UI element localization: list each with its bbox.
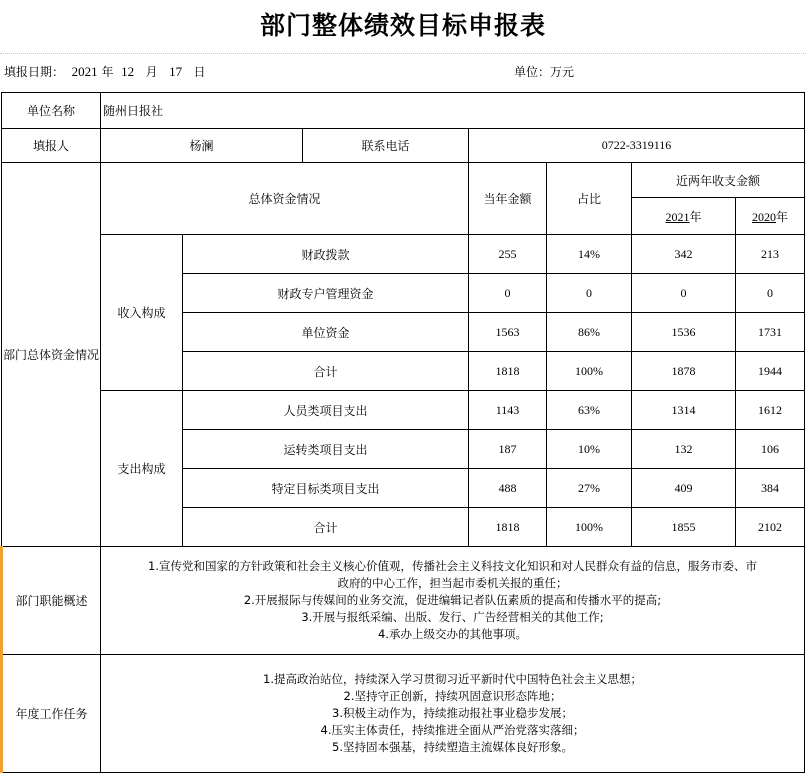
expense-name: 特定目标类项目支出 [183, 469, 469, 508]
expense-2021: 132 [632, 430, 736, 469]
income-2020: 213 [736, 235, 805, 274]
fill-day-unit: 日 [193, 65, 206, 79]
page-title: 部门整体绩效目标申报表 [259, 11, 546, 40]
fill-year-unit: 年 [101, 65, 114, 79]
tasks-label: 年度工作任务 [2, 655, 101, 773]
org-name-value: 随州日报社 [101, 93, 805, 129]
phone-value: 0722-3319116 [469, 129, 805, 163]
income-amount: 1818 [469, 352, 547, 391]
income-ratio: 86% [547, 313, 632, 352]
expense-ratio: 63% [547, 391, 632, 430]
income-group-text: 收入构成 [117, 306, 166, 320]
year-2021-value: 2021 [665, 209, 690, 224]
fill-month: 12 [121, 64, 135, 79]
filler-name: 杨澜 [101, 129, 303, 163]
year-2020-header [736, 198, 805, 235]
fill-month-unit: 月 [145, 65, 158, 79]
tasks-line: 3.积极主动作为，持续推动报社事业稳步发展； [332, 706, 573, 720]
duties-line: 政府的中心工作，担当起市委机关报的重任； [337, 576, 568, 590]
expense-amount: 488 [469, 469, 547, 508]
expense-2021: 1314 [632, 391, 736, 430]
report-table [0, 92, 805, 773]
income-amount: 1563 [469, 313, 547, 352]
duties-label: 部门职能概述 [2, 547, 101, 655]
fill-date-label: 填报日期： [4, 65, 65, 79]
expense-2021: 409 [632, 469, 736, 508]
income-amount: 255 [469, 235, 547, 274]
expense-2021: 1855 [632, 508, 736, 547]
fill-year: 2021 [71, 64, 98, 79]
income-name: 财政拨款 [183, 235, 469, 274]
title-divider [0, 53, 806, 54]
income-amount: 0 [469, 274, 547, 313]
year-2020-value: 2020 [752, 209, 776, 224]
duties-line: 3.开展与报纸采编、出版、发行、广告经营相关的其他工作; [301, 610, 604, 624]
filler-label: 填报人 [2, 129, 101, 163]
expense-amount: 1818 [469, 508, 547, 547]
income-name: 单位资金 [183, 313, 469, 352]
income-row [2, 235, 805, 274]
year-2021-suffix: 年 [689, 209, 702, 224]
tasks-line: 2.坚持守正创新，持续巩固意识形态阵地； [343, 689, 562, 703]
duties-line: 2.开展报际与传媒间的业务交流，促进编辑记者队伍素质的提高和传播水平的提高; [243, 593, 662, 607]
expense-ratio: 10% [547, 430, 632, 469]
current-amount-header: 当年金额 [469, 163, 547, 235]
duties-content [101, 547, 805, 655]
expense-name: 人员类项目支出 [183, 391, 469, 430]
ratio-header: 占比 [547, 163, 632, 235]
overall-funds-header: 总体资金情况 [101, 163, 469, 235]
income-2021: 1536 [632, 313, 736, 352]
expense-ratio: 100% [547, 508, 632, 547]
org-name-label: 单位名称 [2, 93, 101, 129]
phone-label: 联系电话 [303, 129, 469, 163]
income-ratio: 100% [547, 352, 632, 391]
duties-line: 1.宣传党和国家的方针政策和社会主义核心价值观，传播社会主义科技文化知识和对人民群众有益的信息，服务市委、市 [148, 559, 757, 573]
income-name: 合计 [183, 352, 469, 391]
expense-2020: 1612 [736, 391, 805, 430]
expense-2020: 384 [736, 469, 805, 508]
income-2021: 0 [632, 274, 736, 313]
expense-name: 合计 [183, 508, 469, 547]
expense-amount: 1143 [469, 391, 547, 430]
duties-line: 4.承办上级交办的其他事项。 [378, 627, 527, 641]
expense-2020: 2102 [736, 508, 805, 547]
fill-day: 17 [169, 64, 183, 79]
income-2021: 1878 [632, 352, 736, 391]
recent-years-header: 近两年收支金额 [632, 163, 805, 198]
income-2020: 0 [736, 274, 805, 313]
year-2021-header [632, 198, 736, 235]
unit-label: 单位：万元 [514, 65, 575, 79]
tasks-line: 5.坚持固本强基，持续塑造主流媒体良好形象。 [332, 740, 573, 754]
expense-row [2, 391, 805, 430]
fill-date [4, 62, 206, 82]
expense-ratio: 27% [547, 469, 632, 508]
year-2020-suffix: 年 [776, 209, 789, 224]
funds-section-label: 部门总体资金情况 [2, 163, 101, 547]
income-2020: 1944 [736, 352, 805, 391]
tasks-line: 4.压实主体责任，持续推进全面从严治党落实落细； [320, 723, 585, 737]
expense-name: 运转类项目支出 [183, 430, 469, 469]
income-name: 财政专户管理资金 [183, 274, 469, 313]
income-2020: 1731 [736, 313, 805, 352]
income-ratio: 0 [547, 274, 632, 313]
income-2021: 342 [632, 235, 736, 274]
expense-amount: 187 [469, 430, 547, 469]
income-group-label [101, 235, 183, 391]
tasks-content [101, 655, 805, 773]
tasks-line: 1.提高政治站位，持续深入学习贯彻习近平新时代中国特色社会主义思想； [263, 672, 642, 686]
expense-group-label: 支出构成 [101, 391, 183, 547]
income-ratio: 14% [547, 235, 632, 274]
expense-2020: 106 [736, 430, 805, 469]
